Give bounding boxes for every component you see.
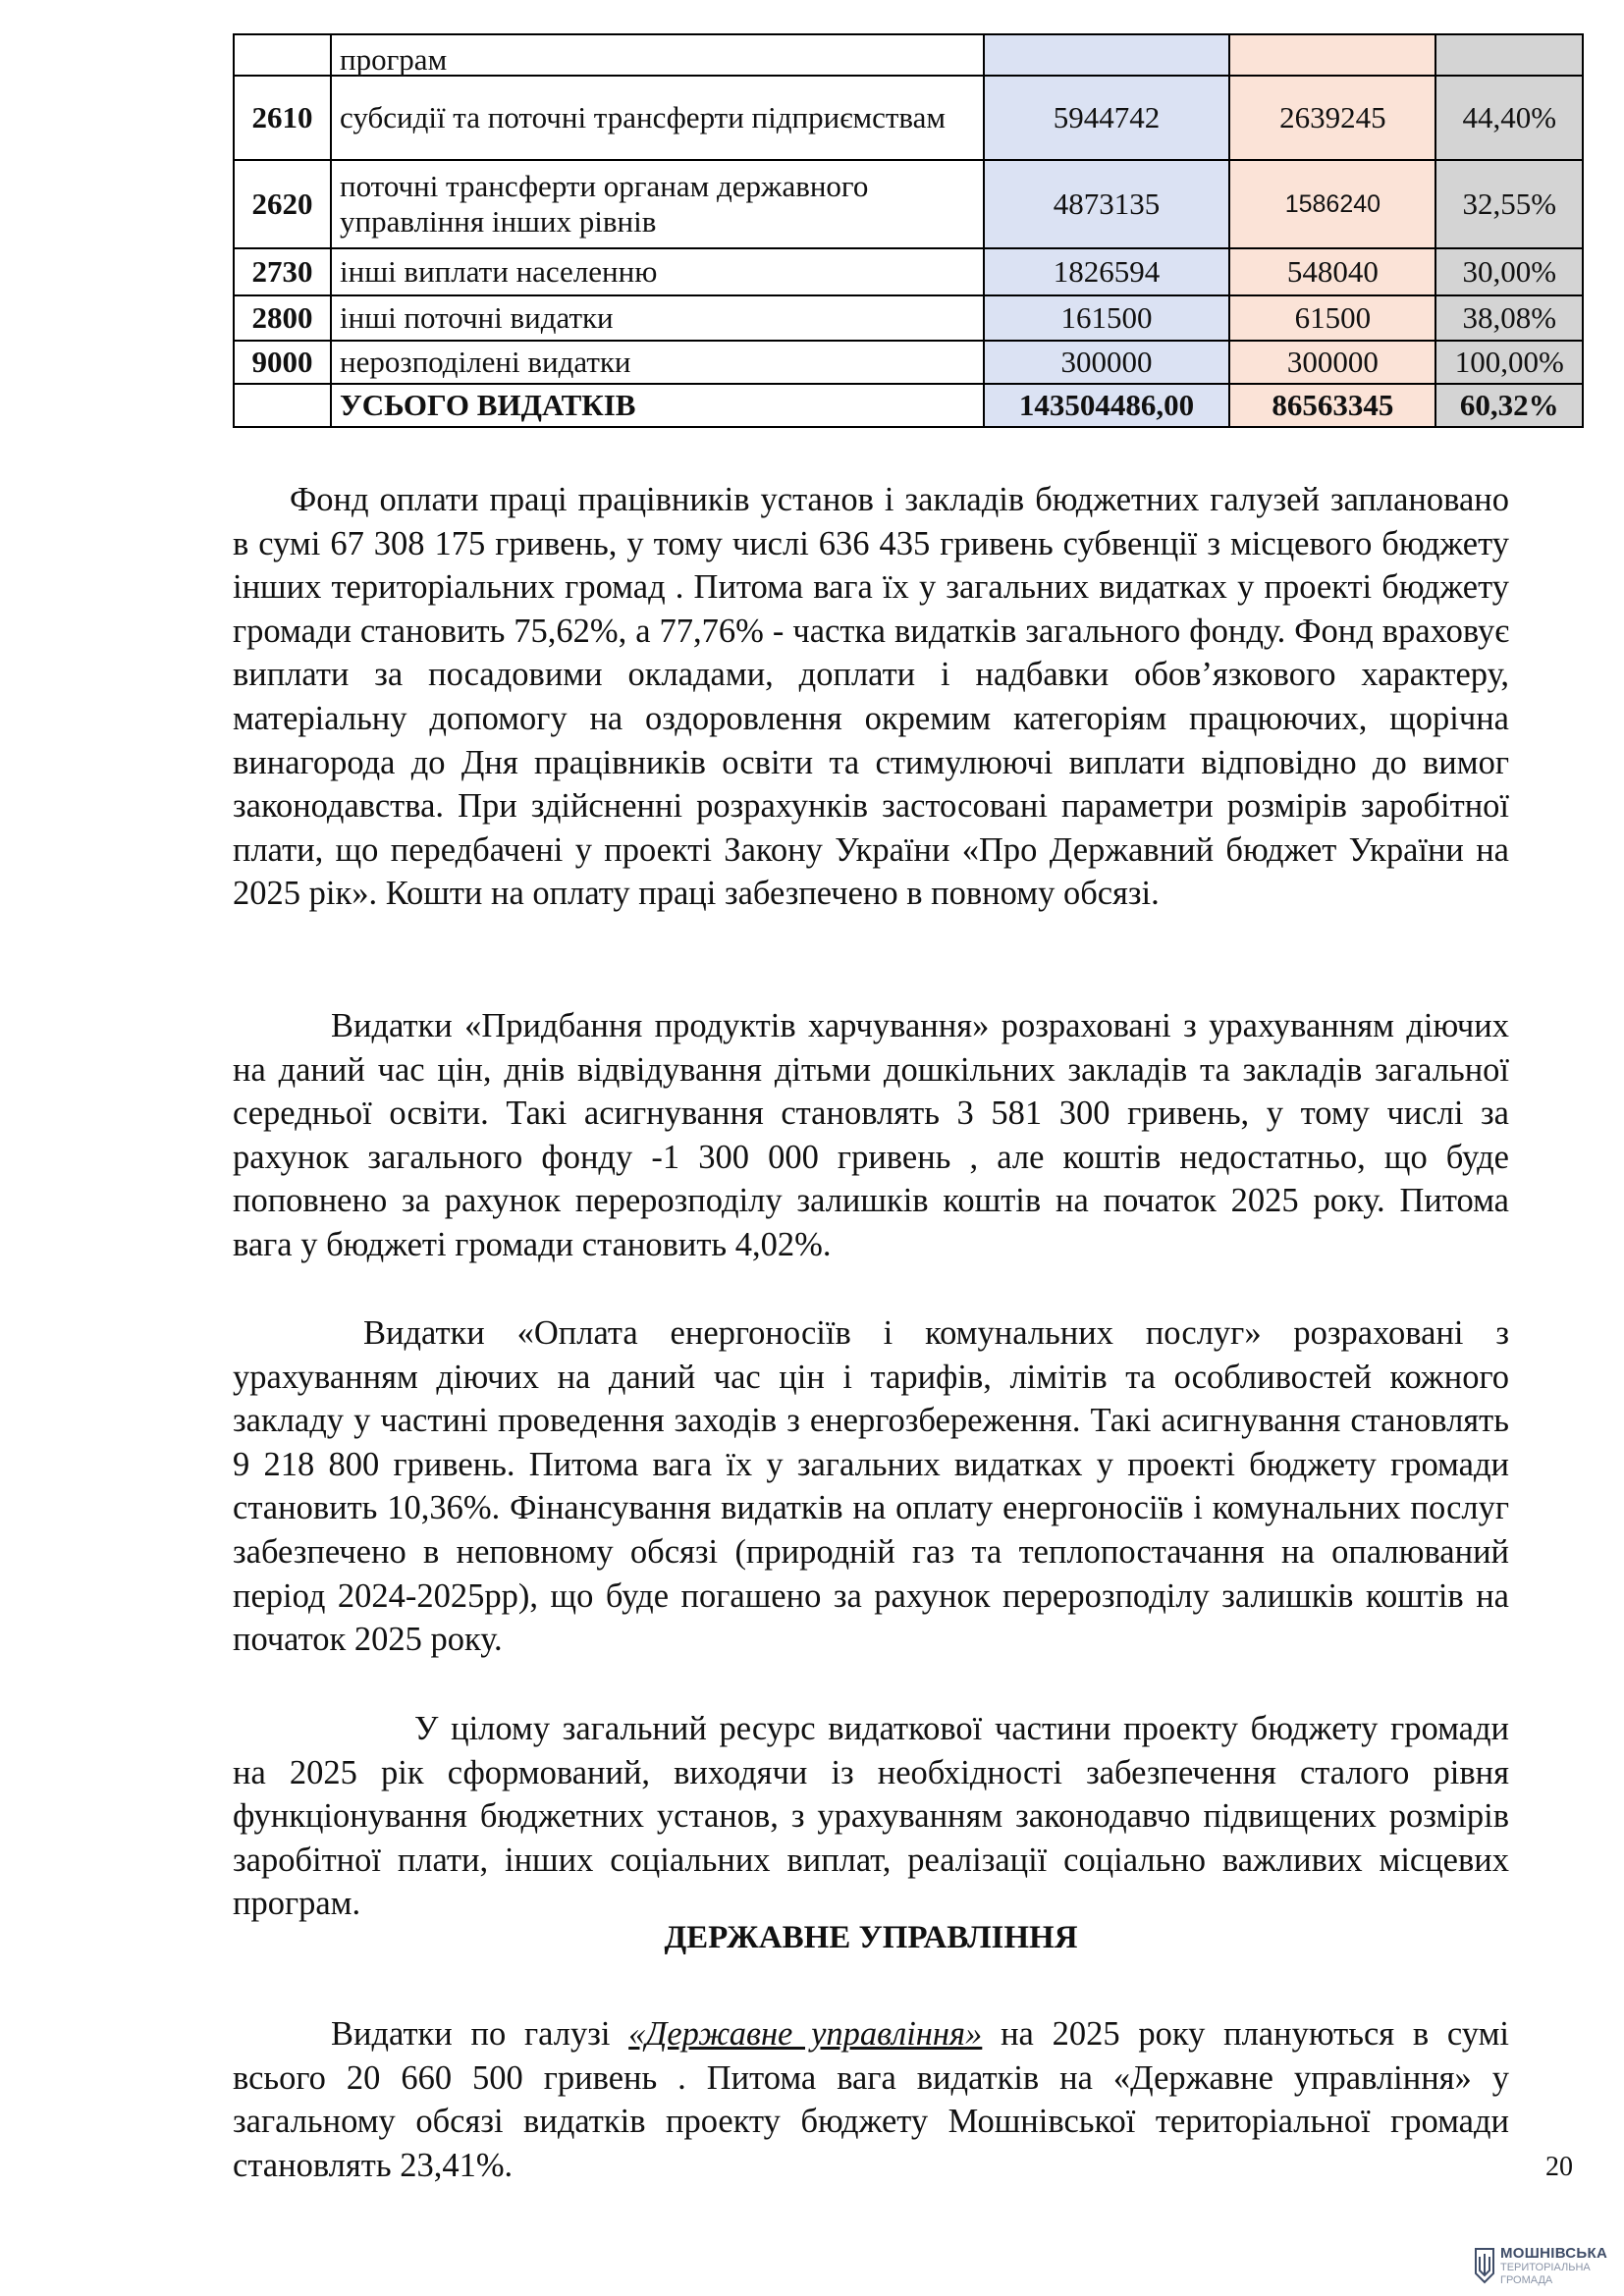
row-name: УСЬОГО ВИДАТКІВ (331, 384, 984, 427)
row-pct: 30,00% (1435, 248, 1583, 295)
table-row (234, 34, 1583, 76)
paragraph-text: Видатки по галузі (331, 2015, 629, 2053)
row-plan: 4873135 (984, 160, 1230, 248)
row-fact: 548040 (1229, 248, 1435, 295)
row-code: 2730 (234, 248, 331, 295)
row-code: 2620 (234, 160, 331, 248)
row-code (234, 384, 331, 427)
row-pct: 38,08% (1435, 295, 1583, 341)
row-code: 2610 (234, 76, 331, 160)
row-name: інші виплати населенню (331, 248, 984, 295)
row-pct: 44,40% (1435, 76, 1583, 160)
logo-line-3: ГРОМАДА (1500, 2274, 1553, 2286)
row-plan: 300000 (984, 341, 1230, 384)
row-name: нерозподілені видатки (331, 341, 984, 384)
row-code: 2800 (234, 295, 331, 341)
row-fact: 86563345 (1229, 384, 1435, 427)
row-plan: 5944742 (984, 76, 1230, 160)
row-fact: 2639245 (1229, 76, 1435, 160)
row-fact: 300000 (1229, 341, 1435, 384)
logo-line-2: ТЕРИТОРІАЛЬНА (1500, 2262, 1591, 2273)
section-heading: ДЕРЖАВНЕ УПРАВЛІННЯ (664, 1920, 1078, 1955)
expenditure-table (233, 33, 1584, 428)
community-logo (1473, 2244, 1620, 2291)
row-pct: 100,00% (1435, 341, 1583, 384)
paragraph-wage-fund: Фонд оплати праці працівників установ і закладів бюджетних галузей заплановано в сумі 67 308 175 гривень, у тому числі 636 435 гривень субвенції з місцевого бюджету інших територіальних громад . Питома вага їх у загальних видатках у проекті бюджету громади становить 75,62%, а 77,76% - частка видатків загального фонду. Фонд враховує виплати за посадовими окладами, доплати і надбавки обов’язкового характеру, матеріальну допомогу на оздоровлення окремим категоріям працюючих, щорічна винагорода до Дня працівників освіти та стимулюючі виплати відповідно до вимог законодавства. При здійсненні розрахунків застосовані параметри розмірів заробітної плати, що передбачені у проекті Закону України «Про Державний бюджет України на 2025 рік». Кошти на оплату праці забезпечено в повному обсязі. (233, 481, 1509, 913)
logo-line-1: МОШНІВСЬКА (1500, 2245, 1608, 2262)
paragraph-energy-utilities: Видатки «Оплата енергоносіїв і комунальних послуг» розраховані з урахуванням діючих на даний час цін і тарифів, лімітів та особливостей кожного закладу у частині проведення заходів з енергозбереження. Такі асигнування становлять 9 218 800 гривень. Питома вага їх у загальних видатках у проекті бюджету громади становить 10,36%. Фінансування видатків на оплату енергоносіїв і комунальних послуг забезпечено в неповному обсязі (природній газ та теплопостачання на опалюваний період 2024-2025рр), що буде погашено за рахунок перерозподілу залишків коштів на початок 2025 року. (233, 1314, 1509, 1659)
row-plan: 143504486,00 (984, 384, 1230, 427)
row-name: субсидії та поточні трансферти підприємствам (331, 76, 984, 160)
state-administration-reference: «Державне управління» (628, 2015, 983, 2053)
row-pct: 32,55% (1435, 160, 1583, 248)
table-row (234, 248, 1583, 295)
row-plan (984, 34, 1230, 76)
row-fact: 61500 (1229, 295, 1435, 341)
trident-emblem-icon (1473, 2246, 1496, 2285)
paragraph-state-administration (233, 2012, 1509, 2187)
table-row (234, 341, 1583, 384)
row-pct (1435, 34, 1583, 76)
table-row (234, 76, 1583, 160)
page-number: 20 (1545, 2152, 1573, 2182)
row-code (234, 34, 331, 76)
paragraph-food-products: Видатки «Придбання продуктів харчування» розраховані з урахуванням діючих на даний час цін, днів відвідування дітьми дошкільних закладів та закладів загальної середньої освіти. Такі асигнування становлять 3 581 300 гривень, у тому числі за рахунок загального фонду -1 300 000 гривень , але коштів недостатньо, що буде поповнено за рахунок перерозподілу залишків коштів на початок 2025 року. Питома вага у бюджеті громади становить 4,02%. (233, 1007, 1509, 1263)
row-fact (1229, 34, 1435, 76)
paragraph-text: на 2025 року плануються в сумі всього 20 660 500 гривень . Питома вага видатків на «Державне управління» у загальному обсязі видатків проекту бюджету Мошнівської територіальної громади становлять 23,41%. (233, 2015, 1509, 2184)
row-name: поточні трансферти органам державного управління інших рівнів (331, 160, 984, 248)
row-plan: 161500 (984, 295, 1230, 341)
row-name: інші поточні видатки (331, 295, 984, 341)
table-row-total (234, 384, 1583, 427)
row-pct: 60,32% (1435, 384, 1583, 427)
table-row (234, 295, 1583, 341)
row-name: програм (331, 34, 984, 76)
row-code: 9000 (234, 341, 331, 384)
row-fact: 1586240 (1229, 160, 1435, 248)
table-row (234, 160, 1583, 248)
row-plan: 1826594 (984, 248, 1230, 295)
paragraph-total-resource: У цілому загальний ресурс видаткової частини проекту бюджету громади на 2025 рік сформований, виходячи із необхідності забезпечення сталого рівня функціонування бюджетних установ, з урахуванням законодавчо підвищених розмірів заробітної плати, інших соціальних виплат, реалізації соціально важливих місцевих програм. (233, 1710, 1509, 1923)
